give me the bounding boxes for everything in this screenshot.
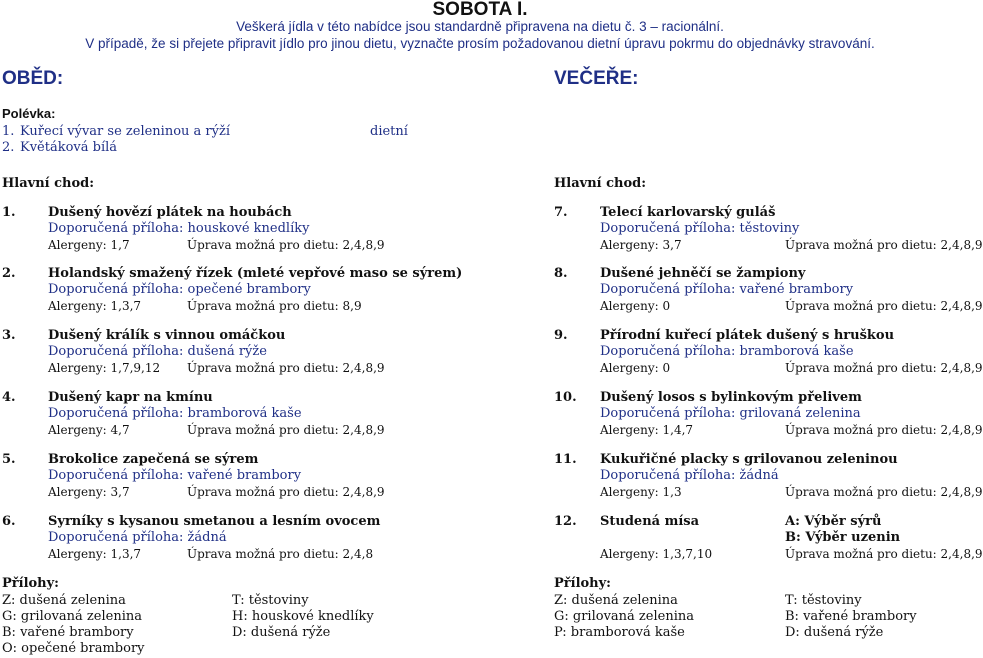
menu-item-name: Kukuřičné placky s grilovanou zeleninou: [600, 452, 898, 467]
lunch-heading: OBĚD:: [2, 68, 64, 89]
recommended-side: Doporučená příloha: grilovaná zelenina: [600, 406, 861, 421]
menu-item-name: Dušený losos s bylinkovým přelivem: [600, 390, 862, 405]
allergens: Alergeny: 4,7: [48, 423, 130, 437]
allergens: Alergeny: 1,3,7: [48, 299, 142, 313]
menu-item-name: Syrníky s kysanou smetanou a lesním ovocem: [48, 514, 381, 529]
diet-options: Úprava možná pro dietu: 2,4,8,9: [187, 238, 385, 252]
diet-instruction: V případě, že si přejete připravit jídlo pro jinou dietu, vyznačte prosím požadovanou dietní úpravu pokrmu do objednávky stravování.: [85, 36, 875, 51]
recommended-side: Doporučená příloha: vařené brambory: [600, 282, 854, 297]
recommended-side: Doporučená příloha: žádná: [600, 468, 779, 483]
allergens: Alergeny: 3,7: [48, 485, 130, 499]
recommended-side: Doporučená příloha: žádná: [48, 530, 227, 545]
soup-name: Květáková bílá: [20, 140, 118, 155]
soup-heading: Polévka:: [2, 106, 56, 121]
menu-item-name: Studená mísa: [600, 514, 700, 529]
page-title: SOBOTA I.: [432, 0, 528, 20]
diet-options: Úprava možná pro dietu: 2,4,8,9: [785, 547, 983, 561]
diet-notice: Veškerá jídla v této nabídce jsou standardně připravena na dietu č. 3 – racionální.: [236, 19, 724, 34]
menu-item-number: 6.: [2, 514, 16, 529]
side-item: O: opečené brambory: [2, 641, 145, 656]
soup-name: Kuřecí vývar se zeleninou a rýží: [20, 124, 230, 139]
side-item: D: dušená rýže: [232, 625, 331, 640]
side-item: G: grilovaná zelenina: [2, 609, 142, 624]
recommended-side: Doporučená příloha: houskové knedlíky: [48, 221, 310, 236]
dinner-main-heading: Hlavní chod:: [554, 176, 647, 191]
menu-item-number: 4.: [2, 390, 16, 405]
menu-item-name: Dušený králík s vinnou omáčkou: [48, 328, 286, 343]
recommended-side: Doporučená příloha: dušená rýže: [48, 344, 267, 359]
menu-item-name: Dušený hovězí plátek na houbách: [48, 205, 292, 220]
lunch-main-heading: Hlavní chod:: [2, 176, 95, 191]
allergens: Alergeny: 0: [600, 299, 671, 313]
diet-options: Úprava možná pro dietu: 2,4,8: [187, 547, 374, 561]
recommended-side: Doporučená příloha: vařené brambory: [48, 468, 302, 483]
side-item: T: těstoviny: [232, 593, 309, 608]
side-item: Z: dušená zelenina: [554, 593, 678, 608]
menu-item-name: Brokolice zapečená se sýrem: [48, 452, 259, 467]
dinner-heading: VEČEŘE:: [554, 68, 639, 89]
menu-item-name: Dušený kapr na kmínu: [48, 390, 213, 405]
menu-item-name: Telecí karlovarský guláš: [600, 205, 776, 220]
side-item: D: dušená rýže: [785, 625, 884, 640]
diet-options: Úprava možná pro dietu: 2,4,8,9: [785, 423, 983, 437]
side-item: B: vařené brambory: [785, 609, 917, 624]
dinner-sides-heading: Přílohy:: [554, 576, 611, 591]
cold-plate-option-a: A: Výběr sýrů: [785, 514, 882, 529]
side-item: H: houskové knedlíky: [232, 609, 374, 624]
soup-number: 1.: [2, 124, 15, 139]
menu-item-name: Holandský smažený řízek (mleté vepřové maso se sýrem): [48, 266, 463, 281]
menu-item-number: 1.: [2, 205, 16, 220]
allergens: Alergeny: 1,3,7: [48, 547, 142, 561]
soup-number: 2.: [2, 140, 15, 155]
diet-options: Úprava možná pro dietu: 2,4,8,9: [785, 361, 983, 375]
allergens: Alergeny: 1,7,9,12: [48, 361, 161, 375]
allergens: Alergeny: 1,4,7: [600, 423, 694, 437]
recommended-side: Doporučená příloha: bramborová kaše: [600, 344, 854, 359]
diet-options: Úprava možná pro dietu: 2,4,8,9: [785, 238, 983, 252]
side-item: B: vařené brambory: [2, 625, 134, 640]
diet-options: Úprava možná pro dietu: 2,4,8,9: [187, 361, 385, 375]
cold-plate-option-b: B: Výběr uzenin: [785, 530, 901, 545]
side-item: Z: dušená zelenina: [2, 593, 126, 608]
soup-diet-note: dietní: [370, 124, 408, 139]
diet-options: Úprava možná pro dietu: 2,4,8,9: [187, 485, 385, 499]
recommended-side: Doporučená příloha: těstoviny: [600, 221, 800, 236]
diet-options: Úprava možná pro dietu: 8,9: [187, 299, 362, 313]
menu-item-number: 5.: [2, 452, 16, 467]
menu-item-number: 12.: [554, 514, 577, 529]
menu-item-number: 3.: [2, 328, 16, 343]
menu-item-number: 7.: [554, 205, 568, 220]
diet-options: Úprava možná pro dietu: 2,4,8,9: [187, 423, 385, 437]
menu-item-number: 11.: [554, 452, 577, 467]
menu-item-number: 9.: [554, 328, 568, 343]
allergens: Alergeny: 1,3: [600, 485, 682, 499]
menu-item-number: 8.: [554, 266, 568, 281]
side-item: G: grilovaná zelenina: [554, 609, 694, 624]
allergens: Alergeny: 1,7: [48, 238, 130, 252]
diet-options: Úprava možná pro dietu: 2,4,8,9: [785, 299, 983, 313]
recommended-side: Doporučená příloha: bramborová kaše: [48, 406, 302, 421]
menu-item-name: Přírodní kuřecí plátek dušený s hruškou: [600, 328, 895, 343]
allergens: Alergeny: 0: [600, 361, 671, 375]
allergens: Alergeny: 1,3,7,10: [600, 547, 713, 561]
lunch-sides-heading: Přílohy:: [2, 576, 59, 591]
diet-options: Úprava možná pro dietu: 2,4,8,9: [785, 485, 983, 499]
recommended-side: Doporučená příloha: opečené brambory: [48, 282, 311, 297]
menu-item-number: 10.: [554, 390, 577, 405]
allergens: Alergeny: 3,7: [600, 238, 682, 252]
side-item: P: bramborová kaše: [554, 625, 685, 640]
side-item: T: těstoviny: [785, 593, 862, 608]
menu-item-number: 2.: [2, 266, 16, 281]
menu-item-name: Dušené jehněčí se žampiony: [600, 266, 806, 281]
